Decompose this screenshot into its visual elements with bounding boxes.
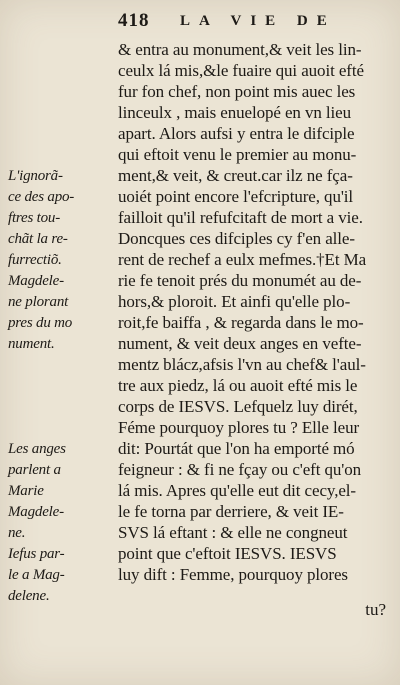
text-line: le fe torna par derriere, & veit IE- [118, 502, 344, 521]
text-line: apart. Alors aufsi y entra le difciple [118, 124, 355, 143]
page-number: 418 [118, 10, 150, 31]
text-line: roit,fe baiffa , & regarda dans le mo- [118, 313, 364, 332]
margin-note: L'ignorã- [8, 168, 63, 184]
margin-note: le a Mag- [8, 567, 65, 583]
margin-note: ce des apo- [8, 189, 75, 205]
text-line: & entra au monument,& veit les lin- [118, 40, 362, 59]
running-title: LA VIE DE [180, 13, 336, 29]
text-line: SVS lá eftant : & elle ne congneut [118, 523, 348, 542]
margin-note: Marie [8, 483, 44, 499]
text-line: Doncques ces difciples cy f'en alle- [118, 229, 355, 248]
text-line: fur fon chef, non point mis auec les [118, 82, 356, 101]
margin-note: pres du mo [8, 315, 73, 331]
text-line: hors,& ploroit. Et ainfi qu'elle plo- [118, 292, 351, 311]
margin-note: nument. [8, 336, 55, 352]
margin-note: ne plorant [8, 294, 69, 310]
text-line: tre aux piedz, lá ou auoit efté mis le [118, 376, 358, 395]
text-line: corps de IESVS. Lefquelz luy dirét, [118, 397, 358, 416]
text-line: mentz blácz,afsis l'vn au chef& l'aul- [118, 355, 366, 374]
margin-note: ne. [8, 525, 26, 541]
margin-note: Les anges [8, 441, 66, 457]
catchword: tu? [365, 600, 386, 619]
text-line: nument, & veit deux anges en vefte- [118, 334, 362, 353]
margin-note: parlent a [8, 462, 61, 478]
text-line: point que c'eftoit IESVS. IESVS [118, 544, 337, 563]
text-line: Féme pourquoy plores tu ? Elle leur [118, 418, 360, 437]
text-line: uoiét point encore l'efcripture, qu'il [118, 187, 354, 206]
margin-note: Magdele- [8, 504, 64, 520]
margin-note: delene. [8, 588, 50, 604]
text-line: lá mis. Apres qu'elle eut dit cecy,el- [118, 481, 356, 500]
text-line: rie fe tenoit prés du monumét au de- [118, 271, 362, 290]
text-line: rent de rechef a eulx mefmes.†Et Ma [118, 250, 367, 269]
page-header [118, 10, 388, 32]
margin-note: ftres tou- [8, 210, 61, 226]
text-line: feigneur : & fi ne fçay ou c'eft qu'on [118, 460, 362, 479]
margin-note: Iefus par- [8, 546, 65, 562]
margin-note: furrectiõ. [8, 252, 62, 268]
text-line: luy dift : Femme, pourquoy plores [118, 565, 348, 584]
text-line: ment,& veit, & creut.car ilz ne fça- [118, 166, 353, 185]
text-line: dit: Pourtát que l'on ha emporté mó [118, 439, 355, 458]
text-line: failloit qu'il refufcitaft de mort a vie. [118, 208, 363, 227]
text-line: qui eftoit venu le premier au monu- [118, 145, 357, 164]
margin-note: chãt la re- [8, 231, 68, 247]
margin-note: Magdele- [8, 273, 64, 289]
text-line: ceulx lá mis,&le fuaire qui auoit efté [118, 61, 364, 80]
text-line: linceulx , mais enuelopé en vn lieu [118, 103, 352, 122]
